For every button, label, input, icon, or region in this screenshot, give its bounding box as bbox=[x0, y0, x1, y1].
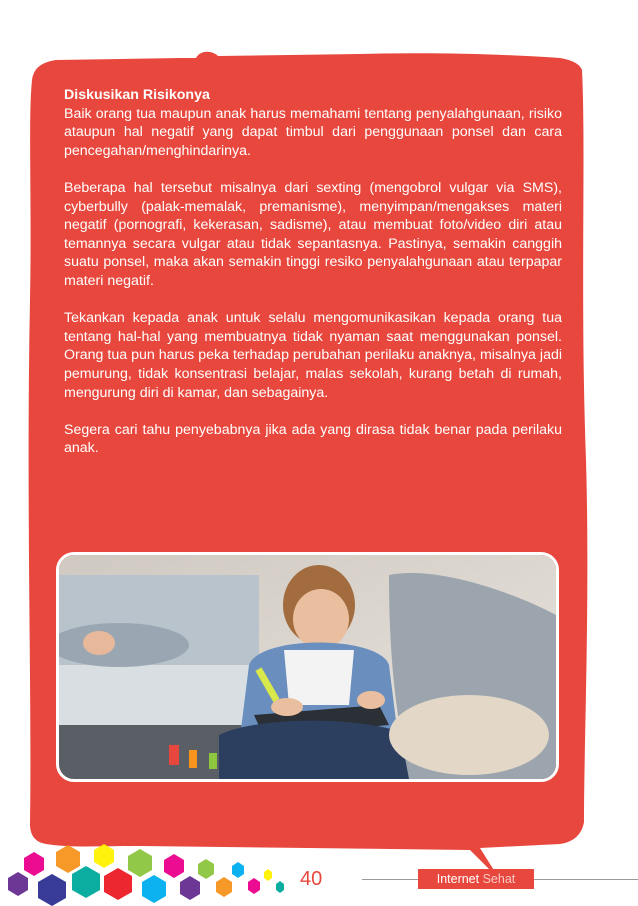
paragraph-risks-understanding: Baik orang tua maupun anak harus memahami tentang penyalahgunaan, risiko ataupun hal negatif yang dapat timbul dari penggunaan ponsel dan cara pencegahan/menghindarinya. bbox=[64, 105, 562, 159]
footer-brand-sehat: Sehat bbox=[482, 872, 516, 886]
footer-divider-right bbox=[534, 879, 638, 880]
paragraph-communication: Tekankan kepada anak untuk selalu mengomunikasikan kepada orang tua tentang hal-hal yang membuatnya tidak nyaman saat menggunakan ponsel. Orang tua pun harus peka terhadap perubahan perilaku anaknya, misalnya jadi pemurung, tidak konsentrasi belajar, malas sekolah, kurang betah di rumah, mengurung diri di kamar, dan sebagainya. bbox=[64, 310, 562, 401]
footer-brand-tag bbox=[418, 869, 534, 889]
section-heading: Diskusikan Risikonya bbox=[64, 87, 210, 103]
footer-divider bbox=[362, 879, 418, 880]
hexagon-decoration bbox=[0, 838, 300, 906]
parent-and-child-photo bbox=[56, 552, 559, 782]
paragraph-find-cause: Segera cari tahu penyebabnya jika ada yang dirasa tidak benar pada perilaku anak. bbox=[64, 421, 562, 457]
paragraph-risk-examples: Beberapa hal tersebut misalnya dari sexting (mengobrol vulgar via SMS), cyberbully (palak-memalak, premanisme), menyimpan/mengakses materi negatif (pornografi, kekerasan, sadisme), atau membuat foto/video diri atau temannya secara vulgar atau tidak sepantasnya. Pastinya, semakin canggih suatu ponsel, maka akan semakin tinggi resiko penyalahgunaan atau terpapar materi negatif. bbox=[64, 179, 562, 289]
page-number: 40 bbox=[300, 868, 323, 890]
footer-brand-internet: Internet bbox=[436, 872, 480, 886]
article-text bbox=[64, 86, 562, 476]
